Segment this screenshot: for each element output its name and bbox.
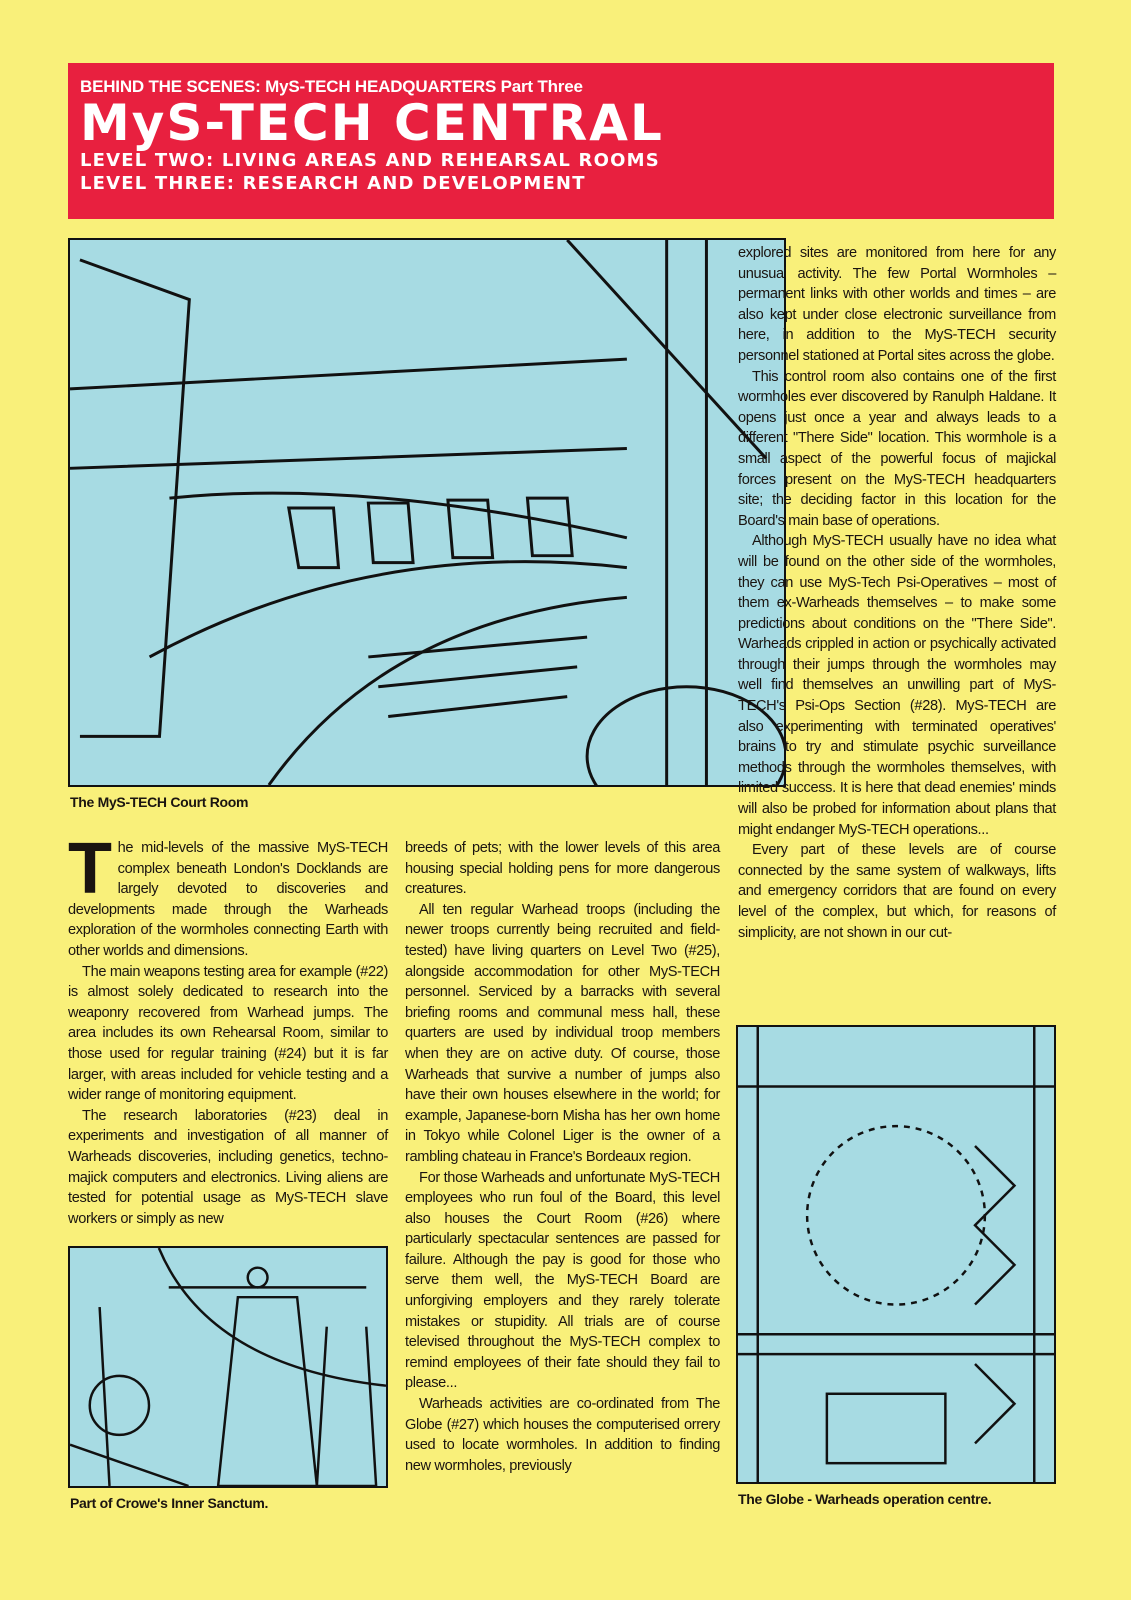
paragraph-text: he mid-levels of the massive MyS-TECH complex beneath London's Docklands are largely devoted to discoveries and developments made through the Warheads exploration of the wormholes connecting Earth with other worlds and dimensions. (68, 840, 388, 959)
drop-cap: T (68, 829, 112, 909)
paragraph: Warheads activities are co-ordinated from The Globe (#27) which houses the computerised orrery used to locate wormholes. In addition to finding new wormholes, previously (405, 1396, 720, 1474)
paragraph (68, 829, 388, 962)
court-room-caption: The MyS-TECH Court Room (70, 794, 249, 810)
kicker: BEHIND THE SCENES: MyS-TECH HEADQUARTERS Part Three (80, 77, 583, 96)
article-column-1 (68, 829, 388, 1229)
globe-caption: The Globe - Warheads operation centre. (738, 1491, 992, 1507)
globe-illustration (736, 1025, 1056, 1484)
paragraph: For those Warheads and unfortunate MyS-TECH employees who run foul of the Board, this level also houses the Court Room (#26) where particularly spectacular sentences are passed for failure. Although the pay is good for those who serve them well, the MyS-TECH Board are unforgiving employers and they rarely tolerate mistakes or stupidity. All trials are of course televised throughout the MyS-TECH complex to remind employees of their fate should they fail to please... (405, 1169, 720, 1392)
header-banner (68, 63, 1054, 219)
paragraph: breeds of pets; with the lower levels of this area housing special holding pens for more dangerous creatures. (405, 840, 720, 898)
paragraph: Although MyS-TECH usually have no idea what will be found on the other side of the wormholes, they can use MyS-Tech Psi-Operatives – most of them ex-Warheads themselves – to make some predictions about conditions on the "There Side". Warheads crippled in action or psychically activated through their jumps through the wormholes may well find themselves an unwilling part of MyS-TECH's Psi-Ops Section (#28). MyS-TECH are also experimenting with terminated operatives' brains to try and stimulate psychic surveillance methods through the wormholes themselves, with limited success. It is here that dead enemies' minds will also be probed for information about plans that might endanger MyS-TECH operations... (738, 533, 1056, 838)
paragraph: Every part of these levels are of course connected by the same system of walkways, lifts and emergency corridors that are found on every level of the complex, but which, for reasons of simplicity, are not shown in our cut- (738, 842, 1056, 941)
paragraph: The main weapons testing area for example (#22) is almost solely dedicated to research into the weaponry recovered from Warhead jumps. The area includes its own Rehearsal Room, similar to those used for regular training (#24) but it is far larger, with areas included for vehicle testing and a wider range of monitoring equipment. (68, 963, 388, 1104)
subtitle-level-three: LEVEL THREE: RESEARCH AND DEVELOPMENT (80, 173, 586, 194)
inner-sanctum-caption: Part of Crowe's Inner Sanctum. (70, 1495, 269, 1511)
paragraph: All ten regular Warhead troops (including the newer troops currently being recruited and field-tested) have living quarters on Level Two (#25), alongside accommodation for other MyS-TECH personnel. Serviced by a barracks with several briefing rooms and communal mess hall, these quarters are used by individual troop members when they are on active duty. Of course, those Warheads that survive a number of jumps also have their own houses elsewhere in the world; for example, Japanese-born Misha has her own home in Tokyo while Colonel Liger is the owner of a rambling chateau in France's Bordeaux region. (405, 901, 720, 1165)
paragraph: explored sites are monitored from here for any unusual activity. The few Portal Wormholes – permanent links with other worlds and times – are also kept under close electronic surveillance from here, in addition to the MyS-TECH security personnel stationed at Portal sites across the globe. (738, 245, 1056, 364)
court-room-illustration (68, 238, 786, 787)
subtitle-level-two: LEVEL TWO: LIVING AREAS AND REHEARSAL ROOMS (80, 150, 660, 171)
article-column-2 (405, 838, 720, 1476)
paragraph: This control room also contains one of the first wormholes ever discovered by Ranulph Haldane. It opens just once a year and always leads to a different "There Side" location. This wormhole is a small aspect of the powerful focus of majickal forces present on the MyS-TECH headquarters site; the deciding factor in this location for the Board's main base of operations. (738, 368, 1056, 529)
page-title: MyS-TECH CENTRAL (80, 94, 664, 152)
inner-sanctum-illustration (68, 1246, 388, 1488)
paragraph: The research laboratories (#23) deal in experiments and investigation of all manner of Warheads discoveries, including genetics, techno-majick computers and electronics. Living aliens are tested for potential usage as MyS-TECH slave workers or simply as new (68, 1107, 388, 1227)
article-column-3 (738, 243, 1056, 943)
